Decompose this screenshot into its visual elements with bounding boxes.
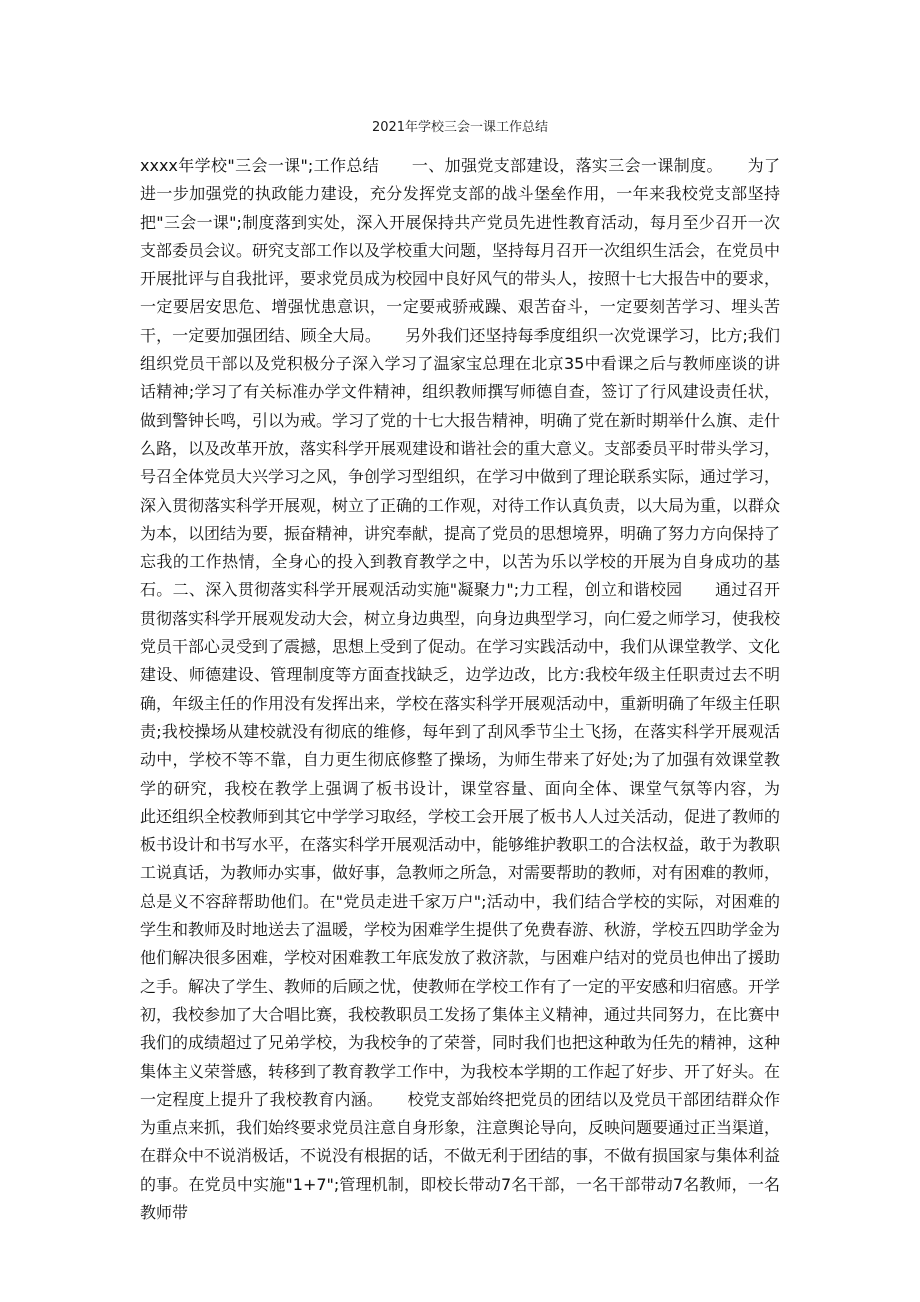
document-body: xxxx年学校"三会一课";工作总结 一、加强党支部建设，落实三会一课制度。 为了进一步加强党的执政能力建设，充分发挥党支部的战斗堡垒作用，一年来我校党支部坚持把"三会一课";制度落到实处，深入开展保持共产党员先进性教育活动，每月至少召开一次支部委员会议。研究支部工作以及学校重大问题，坚持每月召开一次组织生活会，在党员中开展批评与自我批评，要求党员成为校园中良好风气的带头人，按照十七大报告中的要求，一定要居安思危、增强忧患意识，一定要戒骄戒躁、艰苦奋斗，一定要刻苦学习、埋头苦干，一定要加强团结、顾全大局。 另外我们还坚持每季度组织一次党课学习，比方;我们组织党员干部以及党积极分子深入学习了温家宝总理在北京35中看课之后与教师座谈的讲话精神;学习了有关标准办学文件精神，组织教师撰写师德自查，签订了行风建设责任状，做到警钟长鸣，引以为戒。学习了党的十七大报告精神，明确了党在新时期举什么旗、走什么路，以及改革开放，落实科学开展观建设和谐社会的重大意义。支部委员平时带头学习，号召全体党员大兴学习之风，争创学习型组织，在学习中做到了理论联系实际，通过学习，深入贯彻落实科学开展观，树立了正确的工作观，对待工作认真负责，以大局为重，以群众为本，以团结为要，振奋精神，讲究奉献，提高了党员的思想境界，明确了努力方向保持了忘我的工作热情，全身心的投入到教育教学之中，以苦为乐以学校的开展为自身成功的基石。二、深入贯彻落实科学开展观活动实施"凝聚力";力工程，创立和谐校园 通过召开贯彻落实科学开展观发动大会，树立身边典型，向身边典型学习，向仁爱之师学习，使我校党员干部心灵受到了震撼，思想上受到了促动。在学习实践活动中，我们从课堂教学、文化建设、师德建设、管理制度等方面查找缺乏，边学边改，比方:我校年级主任职责过去不明确，年级主任的作用没有发挥出来，学校在落实科学开展观活动中，重新明确了年级主任职责;我校操场从建校就没有彻底的维修，每年到了刮风季节尘土飞扬，在落实科学开展观活动中，学校不等不靠，自力更生彻底修整了操场，为师生带来了好处;为了加强有效课堂教学的研究，我校在教学上强调了板书设计，课堂容量、面向全体、课堂气氛等内容，为 此还组织全校教师到其它中学学习取经，学校工会开展了板书人人过关活动，促进了教师的板书设计和书写水平，在落实科学开展观活动中，能够维护教职工的合法权益，敢于为教职工说真话，为教师办实事，做好事，急教师之所急，对需要帮助的教师，对有困难的教师，总是义不容辞帮助他们。在"党员走进千家万户";活动中，我们结合学校的实际，对困难的学生和教师及时地送去了温暖，学校为困难学生提供了免费春游、秋游，学校五四助学金为他们解决很多困难，学校对困难教工年底发放了救济款，与困难户结对的党员也伸出了援助之手。解决了学生、教师的后顾之忧，使教师在学校工作有了一定的平安感和归宿感。开学初，我校参加了大合唱比赛，我校教职员工发扬了集体主义精神，通过共同努力，在比赛中我们的成绩超过了兄弟学校，为我校争的了荣誉，同时我们也把这种敢为任先的精神，这种集体主义荣誉感，转移到了教育教学工作中，为我校本学期的工作起了好步、开了好头。在一定程度上提升了我校教育内涵。 校党支部始终把党员的团结以及党员干部团结群众作为重点来抓，我们始终要求党员注意自身形象，注意舆论导向，反映问题要通过正当渠道，在群众中不说消极话，不说没有根据的话，不做无利于团结的事，不做有损国家与集体利益的事。在党员中实施"1+7";管理机制，即校长带动7名干部，一名干部带动7名教师，一名教师带	[140, 156, 813, 1222]
document-title: 2021年学校三会一课工作总结	[371, 120, 549, 135]
